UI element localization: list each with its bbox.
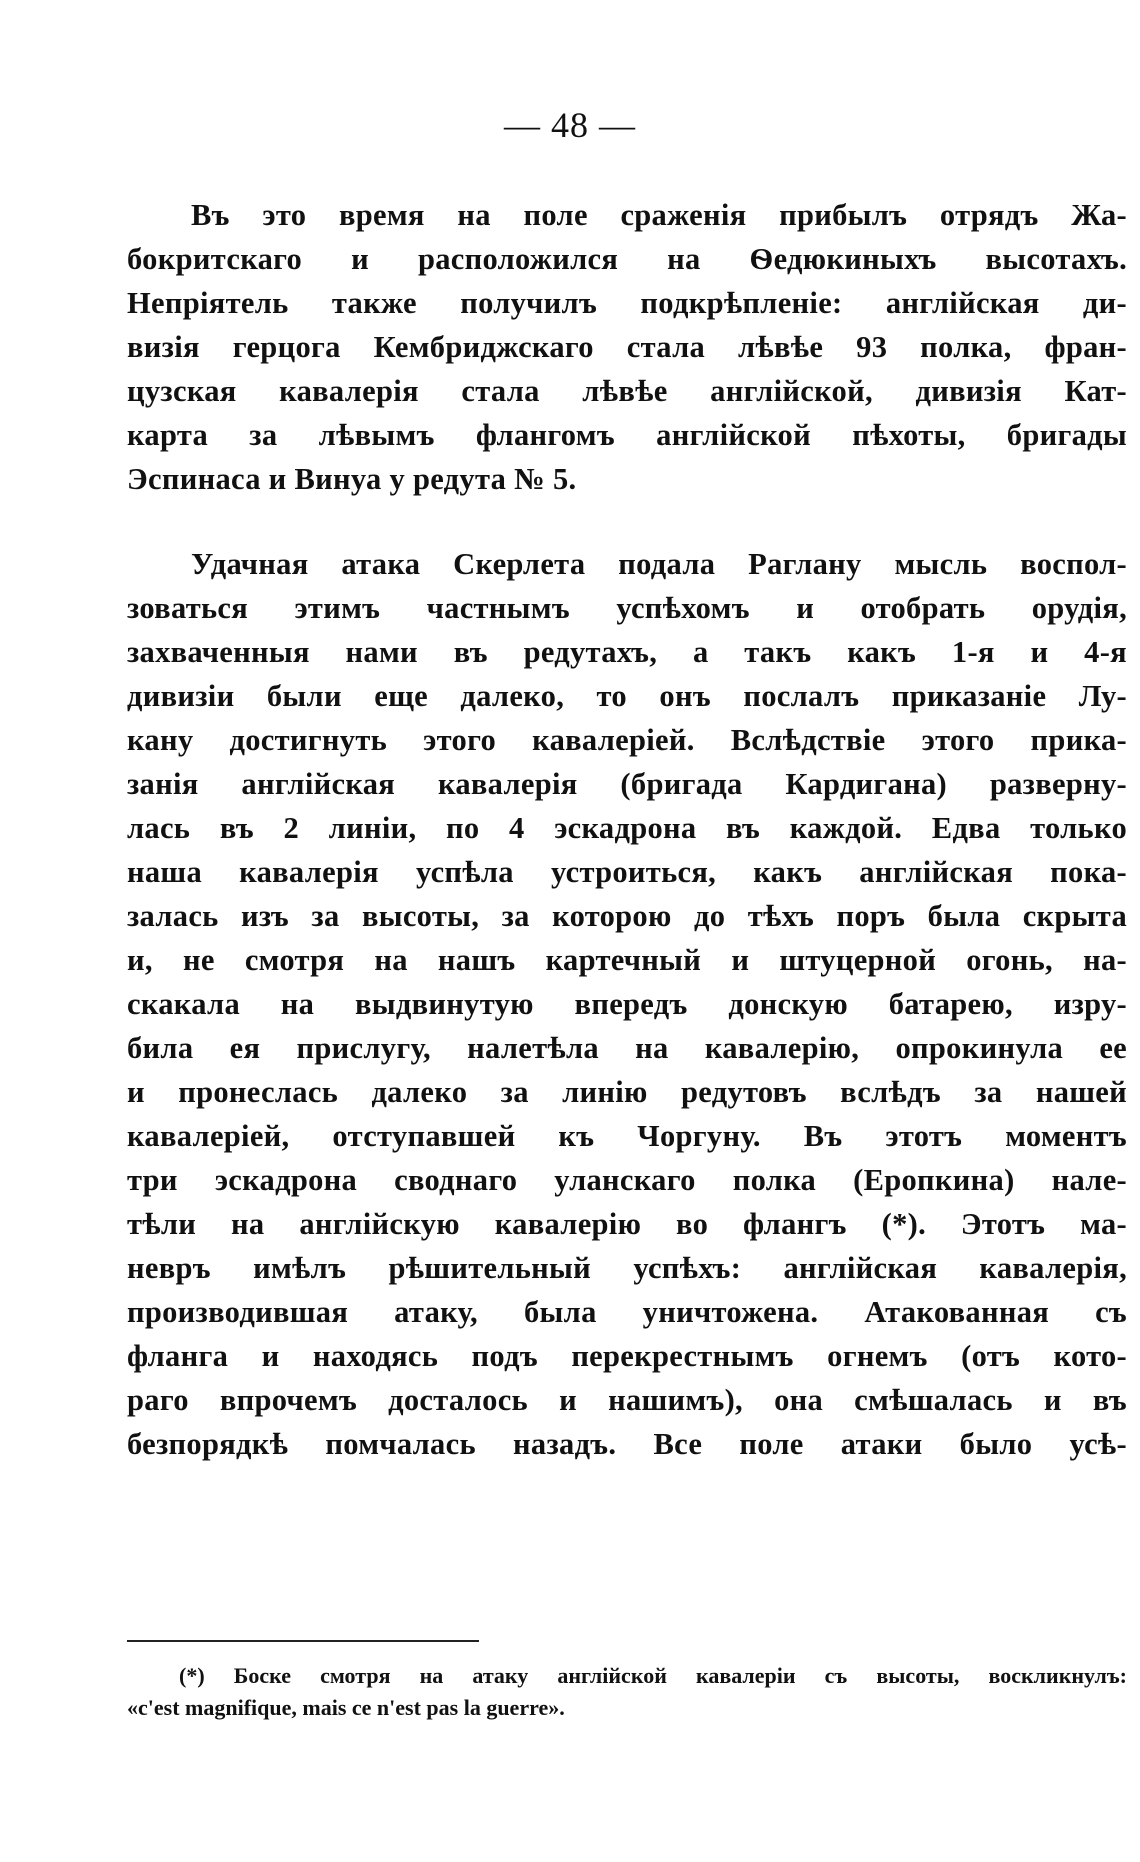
text-line: и, не смотря на нашъ картечный и штуцерной огонь, на- [127, 943, 1127, 977]
text-line: тѣли на англійскую кавалерію во флангъ (*). Этотъ ма- [127, 1207, 1127, 1241]
text-line: производившая атаку, была уничтожена. Атакованная съ [127, 1295, 1127, 1329]
text-line: три эскадрона своднаго уланскаго полка (Еропкина) нале- [127, 1163, 1127, 1197]
text-line: кану достигнуть этого кавалеріей. Вслѣдствіе этого прика- [127, 723, 1127, 757]
text-line: карта за лѣвымъ флангомъ англійской пѣхоты, бригады [127, 418, 1127, 452]
text-line: цузская кавалерія стала лѣвѣе англійской, дивизія Кат- [127, 374, 1127, 408]
text-line: била ея прислугу, налетѣла на кавалерію, опрокинула ее [127, 1031, 1127, 1065]
footnote-line: «c'est magnifique, mais ce n'est pas la guerre». [127, 1695, 565, 1720]
text-line: фланга и находясь подъ перекрестнымъ огнемъ (отъ кото- [127, 1339, 1127, 1373]
text-line: визія герцога Кембриджскаго стала лѣвѣе 93 полка, фран- [127, 330, 1127, 364]
text-line: занія англійская кавалерія (бригада Кардигана) разверну- [127, 767, 1127, 801]
paragraph-2 [127, 542, 1127, 1466]
text-line: захваченныя нами въ редутахъ, а такъ какъ 1-я и 4-я [127, 635, 1127, 669]
text-line: зоваться этимъ частнымъ успѣхомъ и отобрать орудія, [127, 591, 1127, 625]
text-line: безпорядкѣ помчалась назадъ. Все поле атаки было усѣ- [127, 1427, 1127, 1461]
text-line: наша кавалерія успѣла устроиться, какъ англійская пока- [127, 855, 1127, 889]
text-line: дивизіи были еще далеко, то онъ послалъ приказаніе Лу- [127, 679, 1127, 713]
footnote [127, 1660, 1127, 1724]
footnote-line: (*) Боске смотря на атаку англійской кавалеріи съ высоты, воскликнулъ: [179, 1663, 1127, 1688]
text-line: бокритскаго и расположился на Ѳедюкиныхъ высотахъ. [127, 242, 1127, 276]
text-line: Удачная атака Скерлета подала Раглану мысль воспол- [191, 547, 1127, 581]
text-line: невръ имѣлъ рѣшительный успѣхъ: англійская кавалерія, [127, 1251, 1127, 1285]
text-line: кавалеріей, отступавшей къ Чоргуну. Въ этотъ моментъ [127, 1119, 1127, 1153]
text-line: лась въ 2 линіи, по 4 эскадрона въ каждой. Едва только [127, 811, 1127, 845]
paragraph-1 [127, 193, 1127, 501]
text-line: раго впрочемъ досталось и нашимъ), она смѣшалась и въ [127, 1383, 1127, 1417]
page-number: — 48 — [504, 105, 636, 145]
text-line: Въ это время на поле сраженія прибылъ отрядъ Жа- [191, 198, 1127, 232]
text-line: и пронеслась далеко за линію редутовъ вслѣдъ за нашей [127, 1075, 1127, 1109]
text-line: скакала на выдвинутую впередъ донскую батарею, изру- [127, 987, 1127, 1021]
text-line: залась изъ за высоты, за которою до тѣхъ поръ была скрыта [127, 899, 1127, 933]
text-line: Эспинаса и Винуа у редута № 5. [127, 462, 577, 496]
text-line: Непріятель также получилъ подкрѣпленіе: англійская ди- [127, 286, 1127, 320]
footnote-divider [127, 1640, 479, 1642]
